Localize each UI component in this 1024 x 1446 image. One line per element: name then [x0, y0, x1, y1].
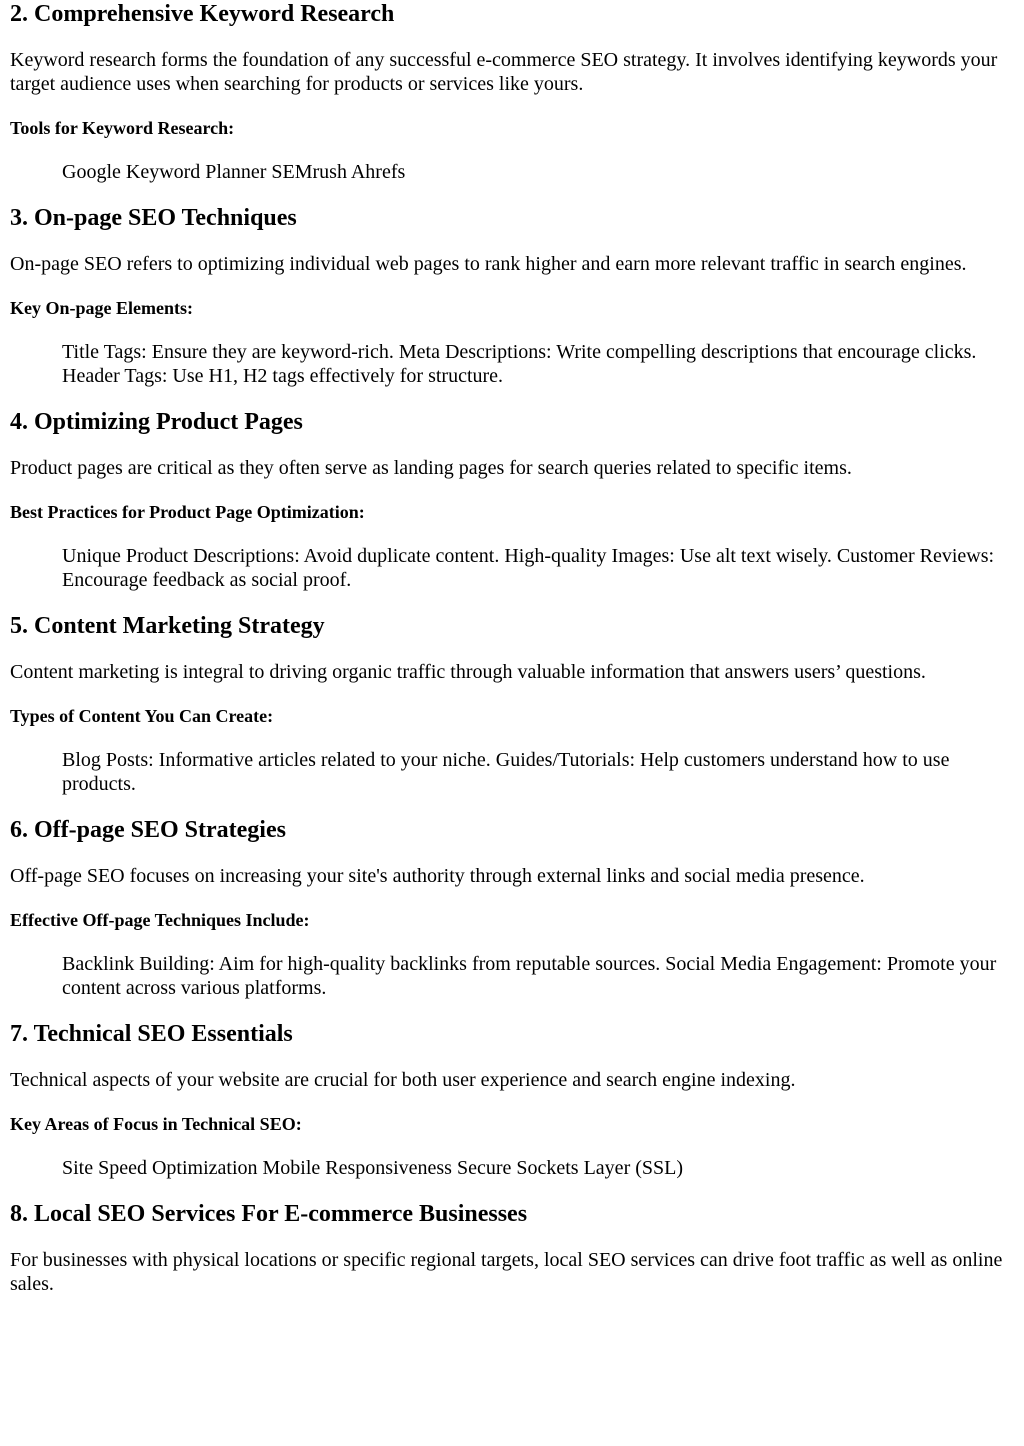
section-items: Backlink Building: Aim for high-quality backlinks from reputable sources. Social Media Engagement: Promote your content across various platforms. [62, 953, 997, 999]
section-subheading: Key Areas of Focus in Technical SEO: [10, 1114, 302, 1134]
section-heading: 8. Local SEO Services For E-commerce Businesses [10, 1201, 528, 1227]
section-off-page-seo [10, 816, 1014, 1000]
section-intro: For businesses with physical locations or specific regional targets, local SEO services can drive foot traffic as well as online sales. [10, 1249, 1003, 1295]
section-content-marketing [10, 612, 1014, 796]
section-subheading: Tools for Keyword Research: [10, 118, 235, 138]
section-intro: Off-page SEO focuses on increasing your site's authority through external links and social media presence. [10, 865, 865, 887]
section-heading: 2. Comprehensive Keyword Research [10, 1, 395, 27]
section-subheading: Key On-page Elements: [10, 298, 193, 318]
section-intro: On-page SEO refers to optimizing individual web pages to rank higher and earn more relevant traffic in search engines. [10, 253, 967, 275]
section-items: Google Keyword Planner SEMrush Ahrefs [62, 161, 406, 183]
section-keyword-research [10, 0, 1014, 184]
section-product-pages [10, 408, 1014, 592]
section-heading: 3. On-page SEO Techniques [10, 205, 297, 231]
section-heading: 6. Off-page SEO Strategies [10, 817, 286, 843]
section-technical-seo [10, 1020, 1014, 1180]
section-on-page-seo [10, 204, 1014, 388]
section-intro: Product pages are critical as they often serve as landing pages for search queries related to specific items. [10, 457, 852, 479]
section-intro: Technical aspects of your website are crucial for both user experience and search engine indexing. [10, 1069, 796, 1091]
section-items: Site Speed Optimization Mobile Responsiveness Secure Sockets Layer (SSL) [62, 1157, 684, 1179]
section-heading: 5. Content Marketing Strategy [10, 613, 325, 639]
section-local-seo [10, 1200, 1014, 1296]
section-subheading: Best Practices for Product Page Optimization: [10, 502, 365, 522]
section-subheading: Types of Content You Can Create: [10, 706, 274, 726]
section-items: Blog Posts: Informative articles related to your niche. Guides/Tutorials: Help customers understand how to use products. [62, 749, 950, 795]
section-items: Title Tags: Ensure they are keyword-rich. Meta Descriptions: Write compelling descriptions that encourage clicks. Header Tags: Use H1, H2 tags effectively for structure. [62, 341, 977, 387]
section-intro: Keyword research forms the foundation of any successful e-commerce SEO strategy. It involves identifying keywords your target audience uses when searching for products or services like yours. [10, 49, 998, 95]
section-subheading: Effective Off-page Techniques Include: [10, 910, 310, 930]
section-intro: Content marketing is integral to driving organic traffic through valuable information that answers users’ questions. [10, 661, 926, 683]
section-items: Unique Product Descriptions: Avoid duplicate content. High-quality Images: Use alt text wisely. Customer Reviews: Encourage feedback as social proof. [62, 545, 995, 591]
section-heading: 4. Optimizing Product Pages [10, 409, 303, 435]
section-heading: 7. Technical SEO Essentials [10, 1021, 293, 1047]
